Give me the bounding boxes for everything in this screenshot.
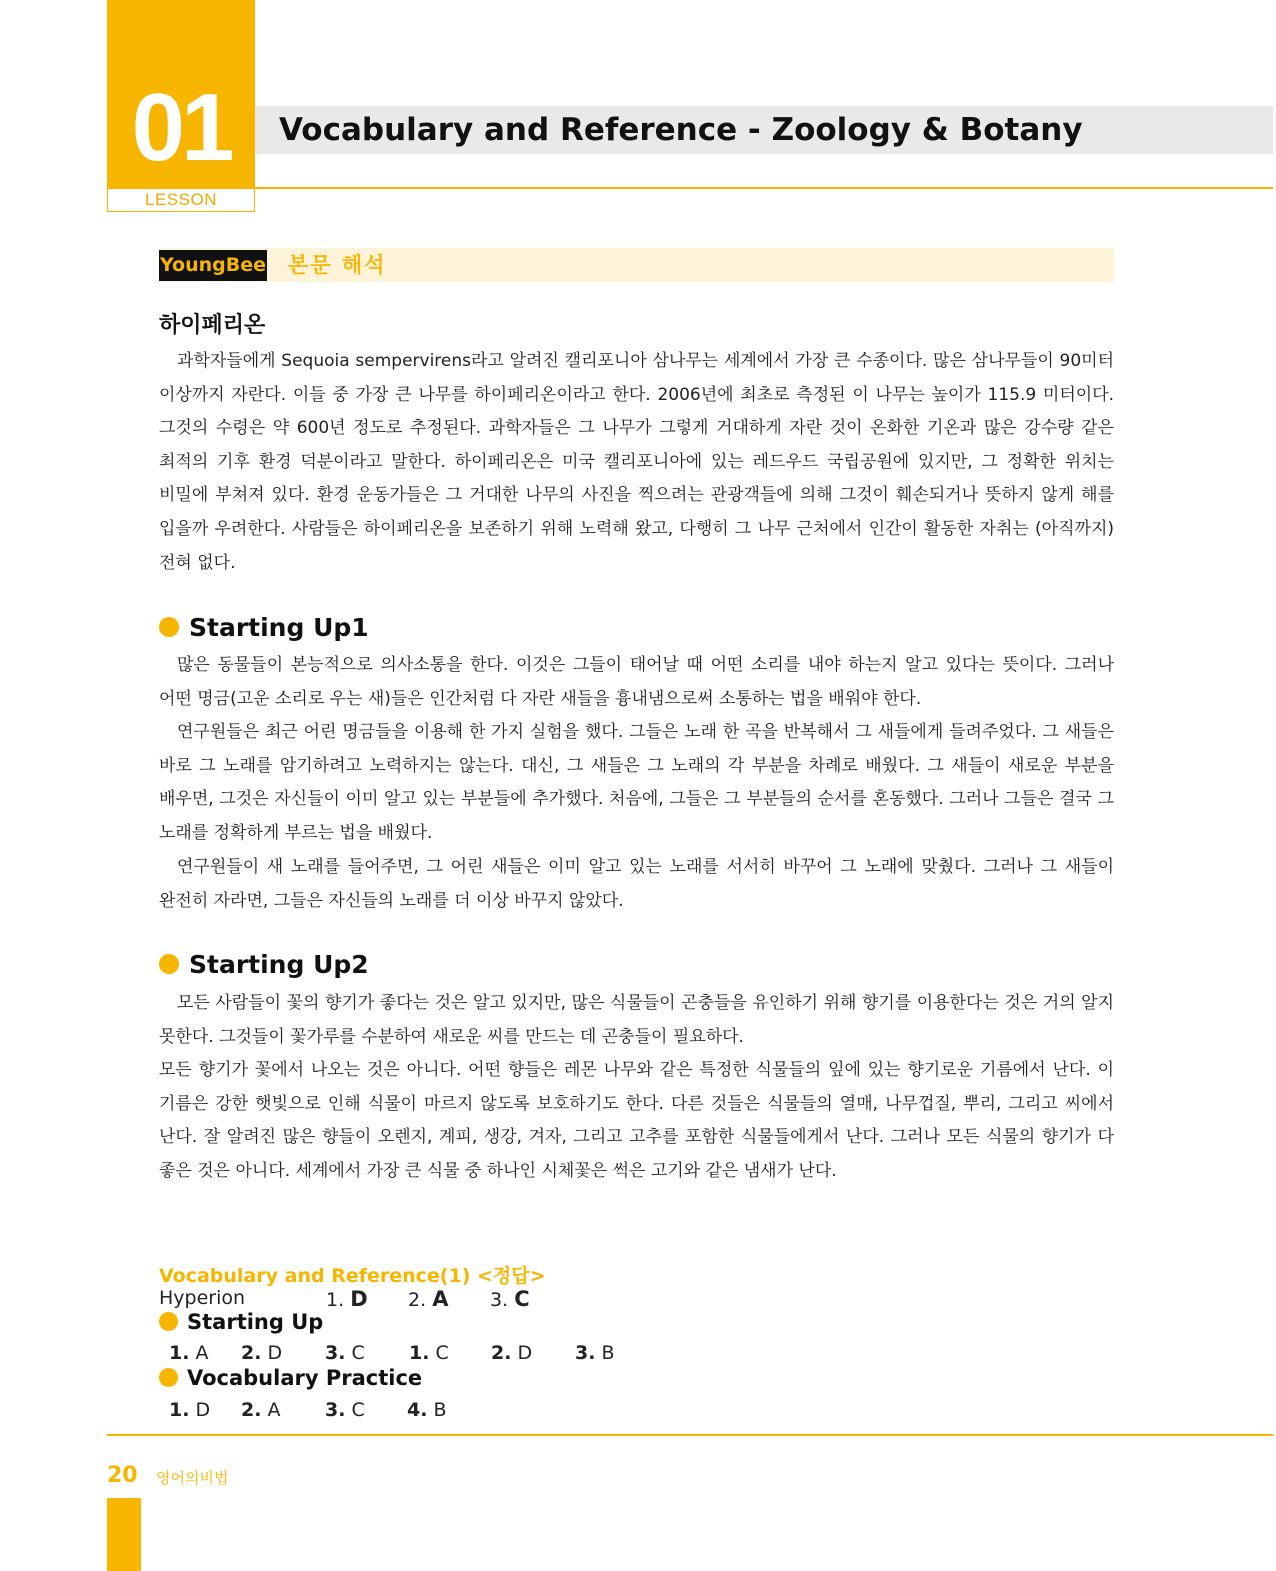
answer-number: 3.: [325, 1342, 346, 1364]
answer-item: [169, 1342, 209, 1364]
answer-letter: D: [267, 1342, 283, 1364]
title-divider: [255, 187, 1273, 189]
answer-number: 2.: [241, 1399, 262, 1421]
vocab-practice-answer-heading: [159, 1366, 422, 1390]
bullet-dot-icon: [159, 617, 179, 637]
answer-item: [326, 1287, 368, 1311]
answer-number: 1.: [169, 1342, 190, 1364]
hyperion-paragraph: 과학자들에게 Sequoia sempervirens라고 알려진 캘리포니아 삼나무는 세계에서 가장 큰 수종이다. 많은 삼나무들이 90미터 이상까지 자란다. 이들 중 가장 큰 나무를 하이페리온이라고 한다. 2006년에 최초로 측정된 이 나무는 높이가 115.9 미터이다. 그것의 수령은 약 600년 정도로 추정된다. 과학자들은 그 나무가 그렇게 거대하게 자란 것이 온화한 기온과 많은 강수량 같은 최적의 기후 환경 덕분이라고 말한다. 하이페리온은 미국 캘리포니아에 있는 레드우드 국립공원에 있지만, 그 정확한 위치는 비밀에 부쳐져 있다. 환경 운동가들은 그 거대한 나무의 사진을 찍으려는 관광객들에 의해 그것이 훼손되거나 뜻하지 않게 해를 입을까 우려한다. 사람들은 하이페리온을 보존하기 위해 노력해 왔고, 다행히 그 나무 근처에서 인간이 활동한 자취는 (아직까지) 전혀 없다.: [159, 351, 1114, 573]
page-number: 20: [107, 1463, 138, 1488]
answer-item: [409, 1342, 449, 1364]
starting-up-answer-heading-text: Starting Up: [187, 1310, 324, 1334]
answer-item: [491, 1342, 532, 1364]
starting-up2-paragraph-1: 모든 사람들이 꽃의 향기가 좋다는 것은 알고 있지만, 많은 식물들이 곤충들을 유인하기 위해 향기를 이용한다는 것은 거의 알지 못한다. 그것들이 꽃가루를 수분하여 새로운 씨를 만드는 데 곤충들이 필요하다.: [159, 993, 1114, 1047]
starting-up2-paragraph-2: 모든 향기가 꽃에서 나오는 것은 아니다. 어떤 향들은 레몬 나무와 같은 특정한 식물들의 잎에 있는 향기로운 기름에서 난다. 이 기름은 강한 햇빛으로 인해 식물이 마르지 않도록 보호하기도 한다. 다른 것들은 식물들의 열매, 나무껍질, 뿌리, 그리고 씨에서 난다. 잘 알려진 많은 향들이 오렌지, 계피, 생강, 겨자, 그리고 고추를 포함한 식물들에게서 난다. 그러나 모든 식물의 향기가 다 좋은 것은 아니다. 세계에서 가장 큰 식물 중 하나인 시체꽃은 썩은 고기와 같은 냄새가 난다.: [159, 1060, 1114, 1181]
answer-letter: D: [517, 1342, 533, 1364]
answer-number: 4.: [407, 1399, 428, 1421]
answer-item: [241, 1342, 282, 1364]
starting-up1-paragraph-2: 연구원들은 최근 어린 명금들을 이용해 한 가지 실험을 했다. 그들은 노래 한 곡을 반복해서 그 새들에게 들려주었다. 그 새들은 바로 그 노래를 암기하려고 노력하지는 않는다. 대신, 그 새들은 그 노래의 각 부분을 차례로 배웠다. 그 새들이 새로운 부분을 배우면, 그것은 자신들이 이미 알고 있는 부분들에 추가했다. 처음에, 그들은 그 부분들의 순서를 혼동했다. 그러나 그들은 결국 그 노래를 정확하게 부르는 법을 배웠다.: [159, 722, 1114, 843]
answer-letter: A: [432, 1287, 449, 1311]
answer-number: 1.: [169, 1399, 190, 1421]
answer-letter: B: [433, 1399, 447, 1421]
answer-letter: C: [351, 1342, 365, 1364]
answer-item: [408, 1287, 448, 1311]
answer-letter: D: [195, 1399, 211, 1421]
lesson-number: 01: [131, 74, 231, 181]
answer-number: 2.: [408, 1289, 427, 1311]
starting-up2-heading: [159, 948, 369, 982]
answer-item: [325, 1399, 365, 1421]
section-title: 본문 해석: [288, 253, 387, 277]
answer-number: 3.: [575, 1342, 596, 1364]
answer-letter: D: [350, 1287, 368, 1311]
answer-letter: C: [351, 1399, 365, 1421]
answer-number: 2.: [241, 1342, 262, 1364]
answer-letter: B: [601, 1342, 615, 1364]
answer-number: 3.: [325, 1399, 346, 1421]
book-name: 영어의비법: [156, 1469, 229, 1487]
answer-letter: C: [435, 1342, 449, 1364]
lesson-label: LESSON: [107, 188, 255, 212]
answer-item: [241, 1399, 281, 1421]
starting-up-answer-heading: [159, 1310, 323, 1334]
answer-item: [407, 1399, 447, 1421]
answer-item: [169, 1399, 210, 1421]
starting-up2-heading-text: Starting Up2: [189, 950, 369, 979]
answer-number: 2.: [491, 1342, 512, 1364]
hyperion-heading: 하이페리온: [159, 313, 266, 338]
answer-number: 1.: [409, 1342, 430, 1364]
page-title: Vocabulary and Reference - Zoology & Botany: [279, 112, 1083, 148]
answer-number: 1.: [326, 1289, 345, 1311]
brand-badge: YoungBee: [159, 250, 267, 281]
answer-letter: C: [514, 1287, 530, 1311]
answer-item: [325, 1342, 365, 1364]
starting-up1-paragraph-3: 연구원들이 새 노래를 들어주면, 그 어린 새들은 이미 알고 있는 노래를 서서히 바꾸어 그 노래에 맞췄다. 그러나 그 새들이 완전히 자라면, 그들은 자신들의 노래를 더 이상 바꾸지 않았다.: [159, 857, 1114, 911]
bullet-dot-icon: [159, 1368, 178, 1387]
hyperion-answer-label: Hyperion: [159, 1287, 246, 1309]
answer-item: [575, 1342, 615, 1364]
bullet-dot-icon: [159, 954, 179, 974]
bullet-dot-icon: [159, 1312, 178, 1331]
starting-up1-heading: [159, 611, 369, 645]
answer-number: 3.: [490, 1289, 509, 1311]
vocab-practice-answer-heading-text: Vocabulary Practice: [187, 1366, 423, 1390]
answer-letter: A: [267, 1399, 281, 1421]
footer-divider: [107, 1434, 1273, 1436]
answer-key-title: Vocabulary and Reference(1) <정답>: [159, 1265, 546, 1287]
answer-item: [490, 1287, 530, 1311]
starting-up1-paragraph-1: 많은 동물들이 본능적으로 의사소통을 한다. 이것은 그들이 태어날 때 어떤 소리를 내야 하는지 알고 있다는 뜻이다. 그러나 어떤 명금(고운 소리로 우는 새)들은 인간처럼 다 자란 새들을 흉내냄으로써 소통하는 법을 배워야 한다.: [159, 655, 1114, 709]
footer-color-block: [107, 1498, 141, 1571]
answer-letter: A: [195, 1342, 209, 1364]
starting-up1-heading-text: Starting Up1: [189, 613, 369, 642]
